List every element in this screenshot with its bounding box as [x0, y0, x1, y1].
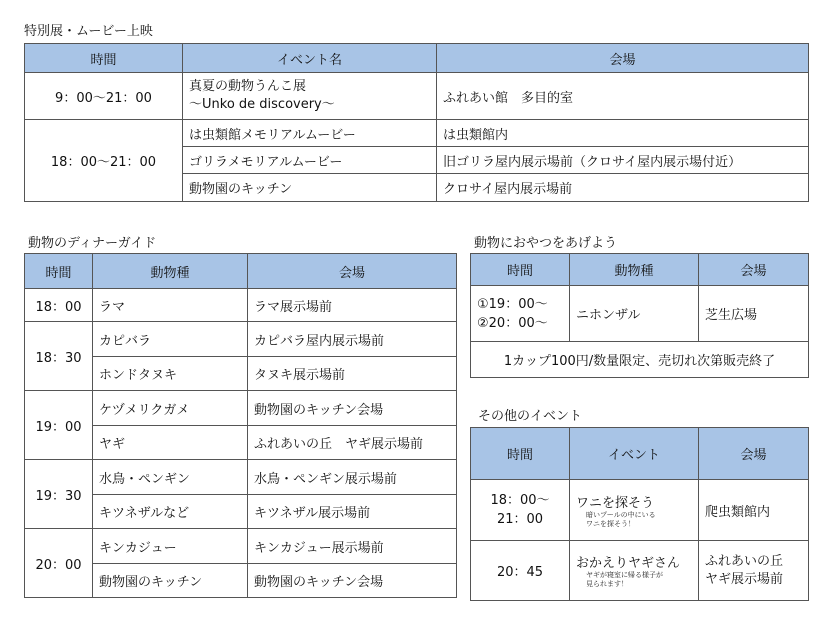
- header-venue: 会場: [437, 44, 809, 73]
- other-table: [470, 427, 809, 601]
- dinner-table: [24, 253, 457, 598]
- event-cell: [570, 541, 699, 601]
- event-desc: ワニを探そう！: [586, 519, 635, 528]
- time-cell: 18：00〜21：00: [25, 120, 183, 202]
- time-end: 21：00: [496, 512, 544, 527]
- header-time: 時間: [25, 44, 183, 73]
- other-title: その他のイベント: [478, 409, 583, 424]
- time-second: ②20：00〜: [477, 315, 548, 331]
- event-cell: 動物園のキッチン: [183, 174, 437, 202]
- header-animal: 動物種: [93, 254, 248, 289]
- animal-cell: カピバラ: [93, 322, 248, 357]
- snack-note: 1カップ100円/数量限定、売切れ次第販売終了: [471, 342, 809, 378]
- venue-line: ふれあいの丘: [705, 553, 784, 569]
- event-desc: ヤギが寝室に帰る様子が: [586, 571, 663, 579]
- time-first: ①19：00〜: [477, 296, 548, 312]
- animal-cell: 動物園のキッチン: [93, 564, 248, 598]
- header-venue: 会場: [248, 254, 457, 289]
- animal-cell: ケヅメリクガメ: [93, 391, 248, 426]
- header-event-name: イベント名: [183, 44, 437, 73]
- time-cell: 20：00: [25, 529, 93, 598]
- venue-cell: キツネザル展示場前: [248, 495, 457, 529]
- animal-cell: ラマ: [93, 289, 248, 322]
- event-name: 真夏の動物うんこ展: [189, 79, 307, 94]
- venue-cell: クロサイ屋内展示場前: [437, 174, 809, 202]
- time-cell: 20：45: [471, 541, 570, 601]
- special-table: [24, 43, 809, 202]
- animal-cell: 水鳥・ペンギン: [93, 460, 248, 495]
- venue-cell: [699, 541, 809, 601]
- special-title: 特別展・ムービー上映: [24, 24, 153, 39]
- snack-table: [470, 253, 809, 378]
- header-venue: 会場: [699, 254, 809, 286]
- venue-cell: ラマ展示場前: [248, 289, 457, 322]
- time-cell: [471, 286, 570, 342]
- event-cell: ゴリラメモリアルムービー: [183, 147, 437, 174]
- header-animal: 動物種: [570, 254, 699, 286]
- venue-cell: ふれあいの丘 ヤギ展示場前: [248, 426, 457, 460]
- time-cell: 18：00: [25, 289, 93, 322]
- time-cell: [471, 480, 570, 541]
- dinner-title: 動物のディナーガイド: [28, 236, 157, 251]
- header-time: 時間: [471, 254, 570, 286]
- event-desc: 暗いプールの中にいる: [586, 510, 656, 519]
- time-start: 18：00〜: [490, 493, 550, 508]
- event-title: ワニを探そう: [576, 495, 655, 511]
- venue-cell: タヌキ展示場前: [248, 357, 457, 391]
- animal-cell: ヤギ: [93, 426, 248, 460]
- time-cell: 19：00: [25, 391, 93, 460]
- venue-cell: ふれあい館 多目的室: [437, 73, 809, 120]
- event-cell: は虫類館メモリアルムービー: [183, 120, 437, 147]
- venue-cell: キンカジュー展示場前: [248, 529, 457, 564]
- venue-line: ヤギ展示場前: [705, 571, 784, 587]
- time-cell: 19：30: [25, 460, 93, 529]
- animal-cell: キツネザルなど: [93, 495, 248, 529]
- venue-cell: カピバラ屋内展示場前: [248, 322, 457, 357]
- header-venue: 会場: [699, 428, 809, 480]
- header-event: イベント: [570, 428, 699, 480]
- event-title: おかえりヤギさん: [576, 556, 681, 571]
- time-cell: 9：00〜21：00: [25, 73, 183, 120]
- snack-title: 動物におやつをあげよう: [474, 236, 618, 251]
- header-time: 時間: [471, 428, 570, 480]
- venue-cell: 動物園のキッチン会場: [248, 391, 457, 426]
- event-subtitle: 〜Unko de discovery〜: [189, 97, 335, 112]
- venue-cell: 動物園のキッチン会場: [248, 564, 457, 598]
- event-desc: 見られます！: [586, 580, 628, 588]
- venue-cell: 水鳥・ペンギン展示場前: [248, 460, 457, 495]
- venue-cell: 旧ゴリラ屋内展示場前（クロサイ屋内展示場付近）: [437, 147, 809, 174]
- animal-cell: キンカジュー: [93, 529, 248, 564]
- event-cell: [183, 73, 437, 120]
- time-cell: 18：30: [25, 322, 93, 391]
- animal-cell: ホンドタヌキ: [93, 357, 248, 391]
- venue-cell: 爬虫類館内: [699, 480, 809, 541]
- animal-cell: ニホンザル: [570, 286, 699, 342]
- venue-cell: 芝生広場: [699, 286, 809, 342]
- event-cell: [570, 480, 699, 541]
- venue-cell: は虫類館内: [437, 120, 809, 147]
- header-time: 時間: [25, 254, 93, 289]
